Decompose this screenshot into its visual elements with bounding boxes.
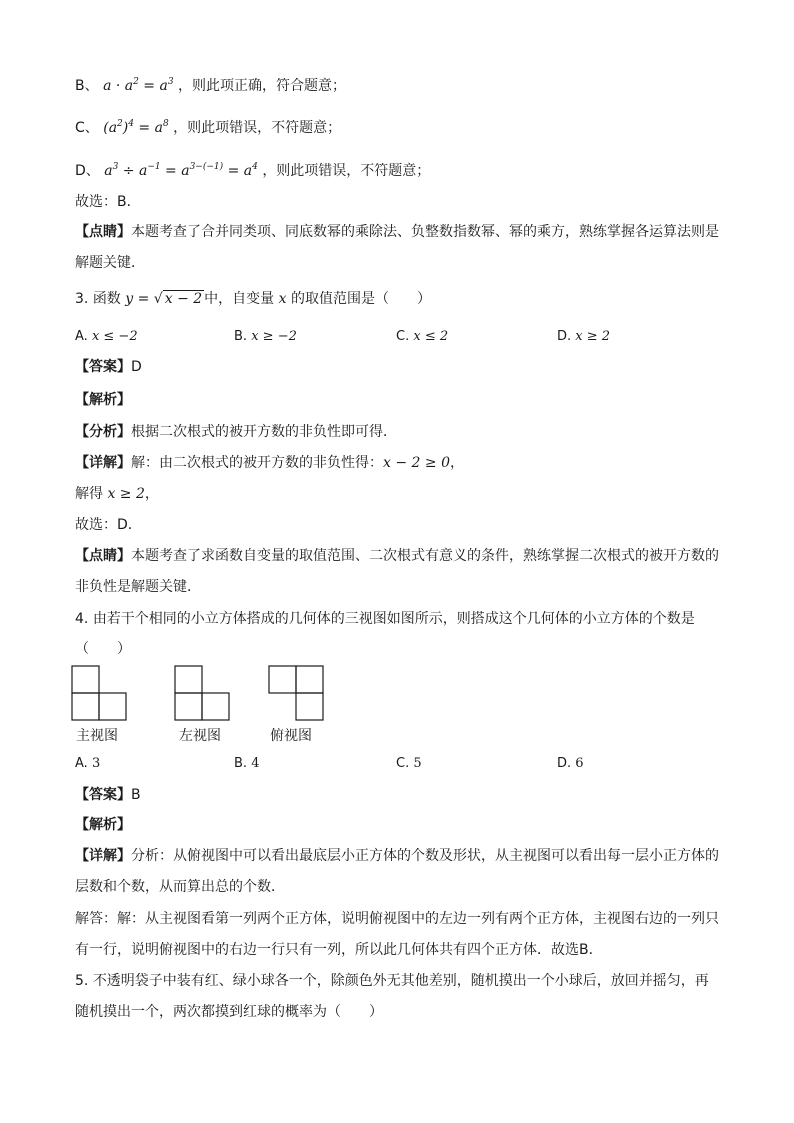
q3-detail: 【详解】解：由二次根式的被开方数的非负性得：x − 2 ≥ 0， <box>75 455 464 471</box>
formula-c: $(a^2)^4 = a^8$ <box>103 119 169 136</box>
formula-d: $a^3 \div a^{-1} = a^{3-(-1)} = a^4$ <box>104 162 258 179</box>
q4-option-b: B. 4 <box>234 756 260 771</box>
q4-option-c: C. 5 <box>396 756 422 771</box>
option-c-explanation: C、 $(a^2)^4 = a^8$ ，则此项错误，不符题意； <box>75 119 342 136</box>
q3-function: y = √ x − 2 <box>125 291 203 307</box>
left-view-bottom-right-square <box>202 693 229 720</box>
q3-stem: 3. 函数 y = √ x − 2 中，自变量 x 的取值范围是（ ） <box>75 291 431 307</box>
q3-option-b: B. x ≥ −2 <box>234 329 297 344</box>
three-views-figure <box>70 664 326 744</box>
formula-b: $a \cdot a^2 = a^3$ <box>103 77 174 94</box>
q3-answer: 【答案】D <box>75 359 142 375</box>
q3-fenxi: 【分析】根据二次根式的被开方数的非负性即可得． <box>75 424 397 440</box>
option-b-explanation: B、 $a \cdot a^2 = a^3$ ，则此项正确，符合题意； <box>75 77 347 94</box>
q4-paren: （ ） <box>75 641 131 657</box>
q4-stem: 4. 由若干个相同的小立方体搭成的几何体的三视图如图所示，则搭成这个几何体的小立方体的个数是 <box>75 611 695 627</box>
q4-analysis-heading: 【解析】 <box>75 817 131 833</box>
left-view-bottom-left-square <box>175 693 202 720</box>
q3-option-d: D. x ≥ 2 <box>557 329 611 344</box>
option-d-explanation: D、 $a^3 \div a^{-1} = a^{3-(-1)} = a^4$ ，则此项错误，不符题意； <box>75 162 431 179</box>
left-view-top-square <box>175 666 202 693</box>
front-view-bottom-left-square <box>72 693 99 720</box>
q3-option-a: A. x ≤ −2 <box>75 329 138 344</box>
q3-analysis-heading: 【解析】 <box>75 392 131 408</box>
q4-option-a: A. 3 <box>75 756 101 771</box>
q2-choice: 故选：B． <box>75 194 141 210</box>
q4-option-d: D. 6 <box>557 756 584 771</box>
q4-answer: 【答案】B <box>75 787 141 803</box>
top-view-bottom-right-square <box>296 693 323 720</box>
top-view-label: 俯视图 <box>270 728 312 744</box>
q5-stem: 5. 不透明袋子中装有红、绿小球各一个，除颜色外无其他差别，随机摸出一个小球后，放回并摇匀，再随机摸出一个，两次都摸到红球的概率为（ ） <box>75 973 709 1020</box>
q3-option-c: C. x ≤ 2 <box>396 329 449 344</box>
q3-comment: 【点睛】本题考查了求函数自变量的取值范围、二次根式有意义的条件，熟练掌握二次根式的被开方数的非负性是解题关键． <box>75 548 719 595</box>
q4-solution: 解答：解：从主视图看第一列两个正方体，说明俯视图中的左边一列有两个正方体，主视图右边的一列只有一行，说明俯视图中的右边一行只有一列，所以此几何体共有四个正方体．故选B． <box>75 911 719 958</box>
q2-comment: 【点睛】本题考查了合并同类项、同底数幂的乘除法、负整数指数幂、幂的乘方，熟练掌握各运算法则是解题关键． <box>75 224 719 271</box>
q3-solve: 解得 x ≥ 2， <box>75 486 159 502</box>
left-view-label: 左视图 <box>179 728 221 744</box>
front-view-label: 主视图 <box>76 728 118 744</box>
front-view-bottom-right-square <box>99 693 126 720</box>
q4-detail: 【详解】分析：从俯视图中可以看出最底层小正方体的个数及形状，从主视图可以看出每一层小正方体的层数和个数，从而算出总的个数． <box>75 848 719 895</box>
top-view-top-right-square <box>296 666 323 693</box>
top-view-top-left-square <box>269 666 296 693</box>
q3-choice: 故选：D． <box>75 517 142 533</box>
front-view-top-square <box>72 666 99 693</box>
